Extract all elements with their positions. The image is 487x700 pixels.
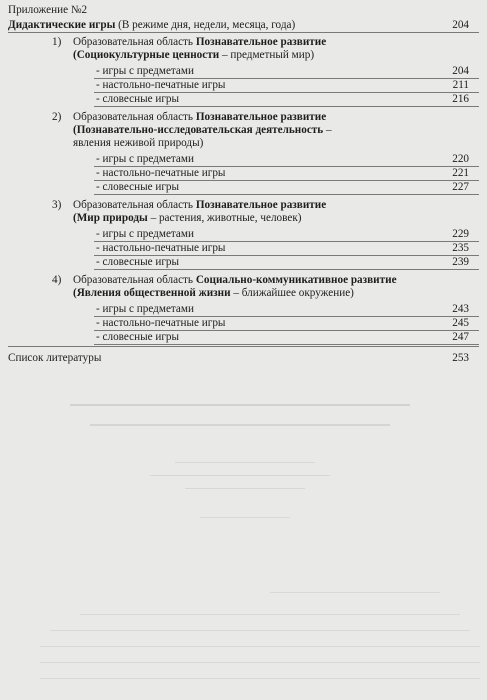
heading-plain-text: явления неживой природы) xyxy=(73,137,204,149)
section-heading-line xyxy=(73,111,326,124)
toc-item-label: - словесные игры xyxy=(96,181,180,193)
toc-item-label: - настольно-печатные игры xyxy=(96,167,226,179)
section-heading-line xyxy=(73,36,326,49)
main-entry-bold: Дидактические игры xyxy=(8,19,116,31)
section-heading-line xyxy=(73,137,203,150)
heading-tail-text: – ближайшее окружение) xyxy=(230,287,354,299)
toc-item-page: 204 xyxy=(452,65,469,77)
toc-item-label: - игры с предметами xyxy=(96,228,194,240)
appendix-title: Приложение №2 xyxy=(8,4,88,16)
section-number: 4) xyxy=(52,274,62,286)
heading-tail-text: – xyxy=(323,124,332,136)
heading-bold-text: (Познавательно-исследовательская деятельность xyxy=(73,124,324,136)
bleed-through-text xyxy=(0,362,487,700)
section-number: 3) xyxy=(52,199,62,211)
toc-item-label: - игры с предметами xyxy=(96,303,194,315)
heading-plain-text: Образовательная область xyxy=(73,274,196,286)
toc-item-page: 216 xyxy=(452,93,469,105)
toc-item-page: 229 xyxy=(452,228,469,240)
toc-item-page: 243 xyxy=(452,303,469,315)
section-heading-line xyxy=(73,199,326,212)
section-number: 2) xyxy=(52,111,62,123)
bibliography-label: Список литературы xyxy=(8,352,102,364)
bibliography-page: 253 xyxy=(452,352,469,364)
heading-bold-text: Социально-коммуникативное развитие xyxy=(195,274,397,286)
bibliography-top-rule xyxy=(8,346,479,347)
main-entry-title xyxy=(8,19,295,32)
heading-plain-text: Образовательная область xyxy=(73,199,196,211)
toc-item-label: - игры с предметами xyxy=(96,153,194,165)
toc-item-page: 245 xyxy=(452,317,469,329)
toc-item-rule xyxy=(94,194,479,195)
section-heading-line xyxy=(73,124,332,137)
heading-bold-text: (Мир природы xyxy=(73,212,148,224)
heading-bold-text: (Явления общественной жизни xyxy=(73,287,231,299)
heading-bold-text: Познавательное развитие xyxy=(195,199,327,211)
section-heading-line xyxy=(73,274,397,287)
heading-tail-text: – растения, животные, человек) xyxy=(147,212,302,224)
heading-bold-text: Познавательное развитие xyxy=(195,111,327,123)
heading-bold-text: (Социокультурные ценности xyxy=(73,49,220,61)
toc-item-page: 239 xyxy=(452,256,469,268)
toc-item-rule xyxy=(94,106,479,107)
toc-item-label: - словесные игры xyxy=(96,331,180,343)
toc-item-page: 211 xyxy=(452,79,469,91)
toc-item-page: 227 xyxy=(452,181,469,193)
section-heading-line xyxy=(73,212,301,225)
toc-item-label: - словесные игры xyxy=(96,256,180,268)
toc-item-label: - словесные игры xyxy=(96,93,180,105)
toc-item-rule xyxy=(94,269,479,270)
toc-item-rule xyxy=(94,344,479,345)
heading-plain-text: Образовательная область xyxy=(73,111,196,123)
toc-item-page: 247 xyxy=(452,331,469,343)
heading-bold-text: Познавательное развитие xyxy=(195,36,327,48)
toc-item-label: - настольно-печатные игры xyxy=(96,317,226,329)
toc-item-page: 220 xyxy=(452,153,469,165)
section-heading-line xyxy=(73,49,314,62)
toc-item-label: - настольно-печатные игры xyxy=(96,79,226,91)
toc-item-label: - настольно-печатные игры xyxy=(96,242,226,254)
main-entry-page: 204 xyxy=(452,19,469,31)
section-number: 1) xyxy=(52,36,62,48)
main-entry-rest: (В режиме дня, недели, месяца, года) xyxy=(115,19,296,31)
toc-item-page: 221 xyxy=(452,167,469,179)
heading-tail-text: – предметный мир) xyxy=(219,49,315,61)
toc-item-label: - игры с предметами xyxy=(96,65,194,77)
heading-plain-text: Образовательная область xyxy=(73,36,196,48)
section-heading-line xyxy=(73,287,354,300)
toc-item-page: 235 xyxy=(452,242,469,254)
main-entry-rule xyxy=(8,32,479,33)
